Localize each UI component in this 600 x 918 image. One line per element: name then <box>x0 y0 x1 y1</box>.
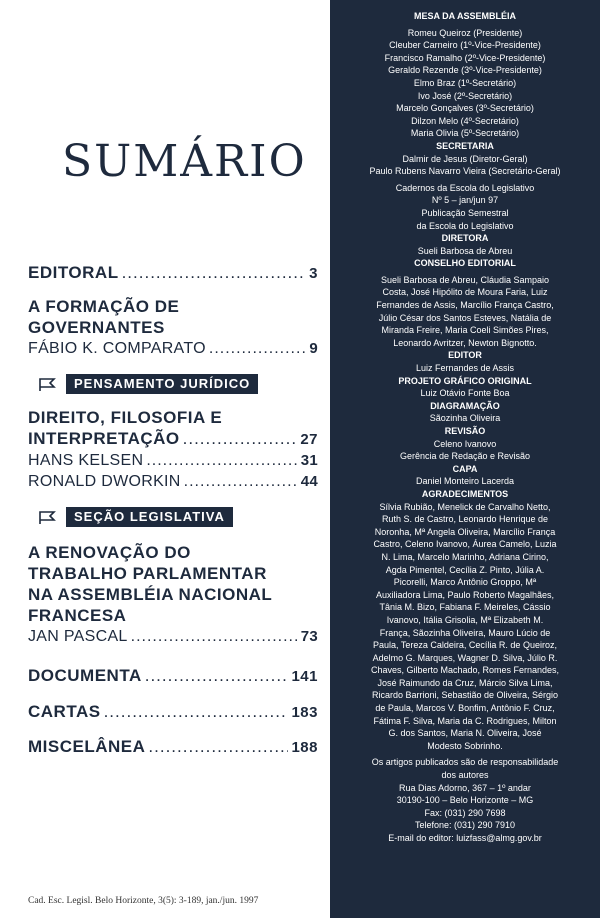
toc-direito-title-2: INTERPRETAÇÃO <box>28 429 180 448</box>
masthead-line: Noronha, Mª Angela Oliveira, Marcílio França <box>374 526 556 537</box>
masthead-line: Leonardo Avritzer, Newton Bignotto. <box>393 337 537 348</box>
leader-dots <box>146 450 297 471</box>
conselho-list <box>330 274 600 350</box>
toc-cartas[interactable] <box>28 701 318 723</box>
projeto-heading: PROJETO GRÁFICO ORIGINAL <box>398 375 532 386</box>
masthead-line: Telefone: (031) 290 7910 <box>414 820 516 831</box>
toc-direito-title-1: DIREITO, FILOSOFIA E <box>28 408 223 427</box>
toc-cartas-label: CARTAS <box>28 702 101 721</box>
masthead-line: Francisco Ramalho (2º-Vice-Presidente) <box>384 52 546 63</box>
masthead-line: da Escola do Legislativo <box>416 220 514 231</box>
section-banner-pensamento <box>38 374 258 394</box>
leader-dots <box>183 428 298 449</box>
secretaria-heading: SECRETARIA <box>436 140 494 151</box>
masthead-line: Nº 5 – jan/jun 97 <box>431 195 499 206</box>
masthead-line: José Raimundo da Cruz, Márcio Silva Lima, <box>377 677 553 688</box>
leader-dots <box>148 736 288 757</box>
citation-footer: Cad. Esc. Legisl. Belo Horizonte, 3(5): 3-189, jan./jun. 1997 <box>28 896 259 906</box>
projeto-name: Luiz Otávio Fonte Boa <box>420 388 510 399</box>
masthead-line: dos autores <box>441 770 489 781</box>
agradecimentos-list <box>330 501 600 753</box>
capa-heading: CAPA <box>452 463 478 474</box>
toc-documenta-page: 141 <box>291 668 318 685</box>
masthead-line: Ruth S. de Castro, Leonardo Henrique de <box>381 514 549 525</box>
masthead-line: Ivo José (2º-Secretário) <box>417 90 513 101</box>
masthead-line: Fátima F. Silva, Maria da C. Rodrigues, Milton <box>373 715 557 726</box>
section-label-pensamento: PENSAMENTO JURÍDICO <box>66 374 258 394</box>
masthead-line: 30190-100 – Belo Horizonte – MG <box>396 795 534 806</box>
diagramacao-heading: DIAGRAMAÇÃO <box>430 400 500 411</box>
agradecimentos-heading: AGRADECIMENTOS <box>421 488 509 499</box>
masthead-line: Marcelo Gonçalves (3º-Secretário) <box>396 103 534 114</box>
toc-miscelanea-page: 188 <box>291 739 318 756</box>
conselho-heading: CONSELHO EDITORIAL <box>414 258 516 269</box>
toc-formacao-author: FÁBIO K. COMPARATO <box>28 340 206 357</box>
section-label-secao: SEÇÃO LEGISLATIVA <box>66 507 233 527</box>
cadernos-list <box>330 182 600 232</box>
toc-miscelanea-label: MISCELÂNEA <box>28 737 146 756</box>
toc-formacao[interactable] <box>28 296 318 359</box>
diretora-name: Sueli Barbosa de Abreu <box>417 245 513 256</box>
masthead-panel <box>330 0 600 918</box>
masthead-line: Adelmo G. Marques, Wagner D. Silva, Júlio R. <box>372 652 558 663</box>
toc-editorial[interactable] <box>28 262 318 284</box>
toc-direito[interactable] <box>28 407 318 492</box>
masthead-line: Romeu Queiroz (Presidente) <box>407 27 523 38</box>
masthead-line: Publicação Semestral <box>421 207 509 218</box>
toc-renovacao[interactable] <box>28 542 318 647</box>
leader-dots <box>184 471 298 492</box>
leader-dots <box>104 701 289 722</box>
toc-renovacao-author: JAN PASCAL <box>28 628 128 645</box>
mesa-list <box>330 27 600 140</box>
toc-cartas-page: 183 <box>291 704 318 721</box>
masthead-line: G. dos Santos, Maria N. Oliveira, José <box>388 728 542 739</box>
revisao-heading: REVISÃO <box>444 426 486 436</box>
masthead-line: Sueli Barbosa de Abreu, Cláudia Sampaio <box>380 274 550 285</box>
leader-dots <box>209 338 306 359</box>
masthead-line: N. Lima, Marcelo Marinho, Adriana Cirino, <box>381 551 549 562</box>
masthead-line: Celeno Ivanovo <box>433 438 497 449</box>
toc-formacao-title-2: GOVERNANTES <box>28 318 165 337</box>
flag-icon <box>38 509 60 525</box>
flag-icon <box>38 376 60 392</box>
masthead-line: Gerência de Redação e Revisão <box>399 451 531 462</box>
contents-title: SUMÁRIO <box>62 136 307 187</box>
toc-miscelanea[interactable] <box>28 736 318 758</box>
leader-dots <box>131 626 298 647</box>
masthead-line: Fax: (031) 290 7698 <box>424 807 506 818</box>
toc-editorial-page: 3 <box>309 265 318 282</box>
masthead-line: Ivanovo, Itália Grisolia, Mª Elizabeth M. <box>386 614 544 625</box>
masthead-line: Modesto Sobrinho. <box>427 740 503 751</box>
toc-formacao-title-1: A FORMAÇÃO DE <box>28 297 180 316</box>
toc-direito-author-2: RONALD DWORKIN <box>28 473 181 490</box>
masthead-line: Agda Pimentel, Cecília Z. Pinto, Júlia A. <box>385 564 545 575</box>
toc-renovacao-title-2: TRABALHO PARLAMENTAR <box>28 564 267 583</box>
toc-renovacao-title-1: A RENOVAÇÃO DO <box>28 543 191 562</box>
masthead-line: Maria Olivia (5º-Secretário) <box>410 128 520 139</box>
masthead-line: Cadernos da Escola do Legislativo <box>395 182 535 193</box>
masthead-line: Fernandes de Assis, Marcílio França Castro, <box>376 300 554 311</box>
masthead-line: Paulo Rubens Navarro Vieira (Secretário-Geral) <box>369 166 561 177</box>
toc-editorial-label: EDITORAL <box>28 263 119 282</box>
masthead-line: de Paula, Marcos V. Bonfim, Antônio F. Cruz, <box>375 703 555 714</box>
responsabilidade-list <box>330 756 600 781</box>
masthead-line: Auxiliadora Lima, Paulo Roberto Magalhães, <box>375 589 555 600</box>
secretaria-list <box>330 153 600 178</box>
editor-name: Luiz Fernandes de Assis <box>415 363 515 374</box>
toc-direito-author-1: HANS KELSEN <box>28 452 144 469</box>
toc-renovacao-title-4: FRANCESA <box>28 606 127 625</box>
toc-direito-page-1: 31 <box>300 452 318 469</box>
masthead-line: Elmo Braz (1º-Secretário) <box>413 77 517 88</box>
masthead-line: Castro, Celeno Ivanovo, Áurea Camelo, Luzia <box>373 539 557 550</box>
endereco-list <box>330 782 600 845</box>
masthead-line: E-mail do editor: luizfass@almg.gov.br <box>388 833 542 843</box>
masthead-line: Cleuber Carneiro (1º-Vice-Presidente) <box>389 40 541 51</box>
masthead-line: Tânia M. Bizo, Fabiana F. Meireles, Cássio <box>379 602 551 613</box>
masthead-line: Chaves, Gilberto Machado, Romes Fernandes, <box>370 665 560 676</box>
toc-direito-page-2: 44 <box>300 473 318 490</box>
masthead-line: França, Sãozinha Oliveira, Mauro Lúcio de <box>379 627 551 638</box>
toc-direito-page: 27 <box>300 431 318 448</box>
masthead-line: Ricardo Barrioni, Sebastião de Oliveira, Sérgio <box>371 690 559 701</box>
toc-documenta-label: DOCUMENTA <box>28 666 142 685</box>
masthead-line: Sílvia Rubião, Menelick de Carvalho Netto, <box>379 501 551 512</box>
masthead-line: Rua Dias Adorno, 367 – 1º andar <box>399 782 531 793</box>
masthead-line: Geraldo Rezende (3º-Vice-Presidente) <box>388 65 542 76</box>
editor-heading: EDITOR <box>448 350 482 361</box>
masthead-line: Picorelli, Marco Antônio Groppo, Mª <box>393 577 537 588</box>
leader-dots <box>122 262 307 283</box>
masthead-line: Júlio César dos Santos Esteves, Natália de <box>378 312 552 323</box>
diretora-heading: DIRETORA <box>441 233 489 244</box>
diagramacao-name: Sãozinha Oliveira <box>429 413 501 424</box>
toc-renovacao-title-3: NA ASSEMBLÉIA NACIONAL <box>28 585 273 604</box>
masthead-line: Miranda Freire, Maria Coeli Simões Pires, <box>381 325 549 336</box>
masthead-line: Dalmir de Jesus (Diretor-Geral) <box>402 153 528 164</box>
masthead-line: Os artigos publicados são de responsabilidade <box>371 757 559 768</box>
revisao-list <box>330 438 600 463</box>
capa-name: Daniel Monteiro Lacerda <box>415 476 515 487</box>
toc-documenta[interactable] <box>28 665 318 687</box>
mesa-heading: MESA DA ASSEMBLÉIA <box>413 11 516 21</box>
toc-renovacao-page: 73 <box>300 628 318 645</box>
leader-dots <box>145 665 289 686</box>
masthead-line: Dilzon Melo (4º-Secretário) <box>411 115 519 126</box>
masthead-line: Paula, Tereza Caldeira, Cecília R. de Queiroz, <box>373 640 557 651</box>
masthead-line: Costa, José Hipólito de Moura Faria, Luiz <box>382 287 548 298</box>
toc-formacao-page: 9 <box>309 340 318 357</box>
section-banner-secao <box>38 507 233 527</box>
